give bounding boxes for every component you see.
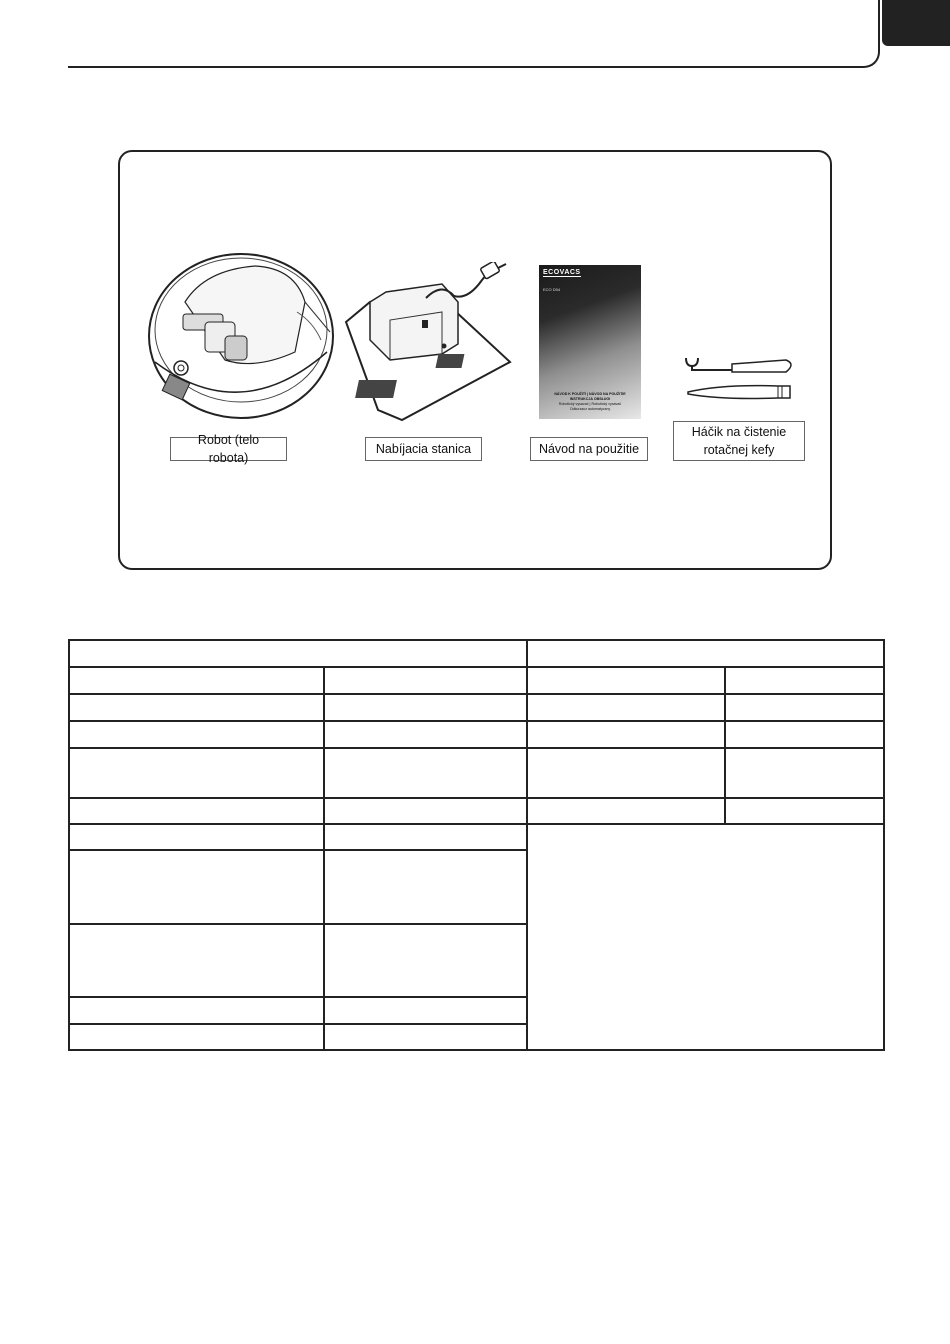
manual-brand: ECOVACS — [543, 269, 581, 276]
chapter-tab — [882, 0, 950, 46]
table-row — [69, 640, 884, 667]
table-row — [69, 824, 884, 850]
brush-hook-icon — [682, 350, 800, 408]
table-row — [69, 721, 884, 748]
table-row — [69, 667, 884, 694]
manual-cover-title: NÁVOD K POUŽITÍ | NÁVOD NA POUŽITIE INSTRUKCJA OBSŁUGI Robotický vysavač | Robotický vysávač Odkurzacz automatyczny — [554, 392, 626, 411]
charging-station-icon — [342, 262, 512, 422]
table-row — [69, 694, 884, 721]
specification-table — [68, 639, 885, 1051]
manual-label: Návod na použitie — [530, 437, 648, 461]
manual-model: ECO D54 — [543, 287, 561, 292]
hook-label: Háčik na čistenie rotačnej kefy — [673, 421, 805, 461]
table-row — [69, 748, 884, 798]
robot-label: Robot (telo robota) — [170, 437, 287, 461]
header-rule — [68, 0, 880, 68]
station-label: Nabíjacia stanica — [365, 437, 482, 461]
table-row — [69, 798, 884, 824]
robot-vacuum-icon — [145, 252, 337, 422]
user-manual-cover-icon — [539, 265, 641, 419]
